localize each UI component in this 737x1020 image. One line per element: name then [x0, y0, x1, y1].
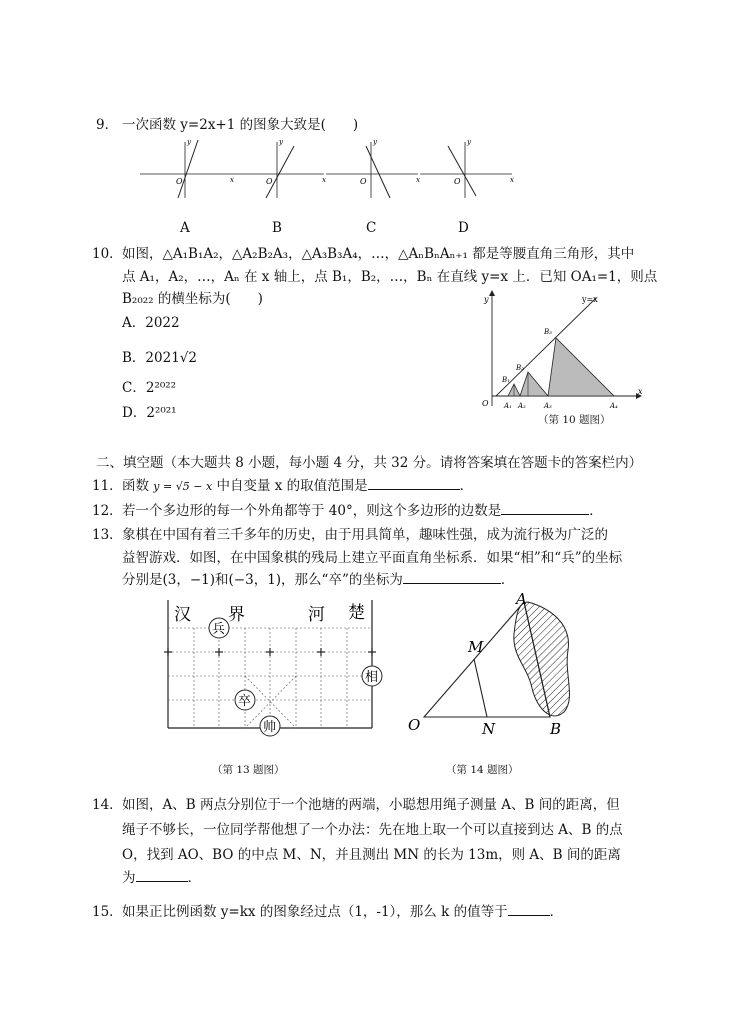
q14-line2: 绳子不够长，一位同学帮他想了一个办法：先在地上取一个可以直接到达 A、B 的点: [122, 822, 623, 838]
q12-number: 12．: [92, 503, 123, 519]
q10-fig-origin: O: [482, 399, 489, 408]
q9c-x-label: x: [416, 176, 420, 184]
q10-line1: 如图，△A₁B₁A₂，△A₂B₂A₃，△A₃B₃A₄，…，△AₙBₙAₙ₊₁ 都是等腰直角三角形，其中: [122, 246, 635, 262]
q14-figure-caption: （第 14 题图）: [446, 764, 519, 776]
q9-choice-c: C: [366, 220, 377, 236]
q14-end: ．: [187, 870, 201, 886]
q13-line2: 益智游戏．如图，在中国象棋的残局上建立平面直角坐标系．如果“相”和“兵”的坐标: [122, 550, 623, 566]
q9-choice-a: A: [180, 220, 190, 236]
q9-graph-d: [420, 138, 516, 198]
q9-number: 9．: [96, 117, 119, 133]
q14-label-n: N: [482, 720, 496, 738]
q10-fig-y-label: y: [484, 295, 489, 304]
q13-line3: 分别是(3，−1)和(−3，1)，那么“卒”的坐标为: [122, 572, 403, 588]
q9a-x-label: x: [230, 176, 234, 184]
q9a-y-label: y: [187, 138, 191, 146]
q10-fig-a4: A₄: [610, 402, 618, 410]
q11-end: ．: [459, 478, 474, 494]
q13-river-han: 汉: [174, 605, 191, 625]
q14-number: 14．: [92, 797, 123, 813]
q9-text: 一次函数 y=2x+1 的图象大致是( ): [122, 117, 359, 133]
q10-fig-b2: B₂: [516, 364, 524, 372]
q15-number: 15．: [92, 904, 123, 920]
q10-option-d-label: D．: [122, 405, 147, 421]
q13-river-jie: 界: [228, 605, 245, 625]
q14-line1: 如图，A、B 两点分别位于一个池塘的两端，小聪想用绳子测量 A、B 间的距离，但: [122, 797, 620, 813]
q13-end: ．: [500, 572, 515, 588]
q9b-y-label: y: [279, 138, 283, 146]
q9c-origin-label: O: [360, 177, 367, 186]
q12-text: 若一个多边形的每一个外角都等于 40°，则这个多边形的边数是: [122, 503, 502, 519]
q9d-x-label: x: [510, 176, 514, 184]
q14-answer-blank[interactable]: [136, 869, 188, 882]
q9-graph-b: [232, 138, 328, 198]
q10-option-a-value: 2022: [145, 315, 180, 331]
q13-line1: 象棋在中国有着三千多年的历史，由于用具简单，趣味性强，成为流行极为广泛的: [122, 527, 608, 543]
q14-label-o: O: [408, 716, 421, 734]
q11-formula: y = √5 − x: [153, 480, 213, 493]
q10-option-b-label: B．: [122, 350, 146, 366]
q9b-origin-label: O: [266, 177, 273, 186]
q13-piece-shuai: 帅: [263, 720, 277, 735]
q9b-x-label: x: [322, 176, 326, 184]
q13-river-he: 河: [308, 605, 325, 625]
q10-fig-x-label: x: [638, 387, 643, 396]
q13-figure: [162, 600, 382, 745]
q12-answer-blank[interactable]: [501, 502, 589, 515]
q14-line3: O，找到 AO、BO 的中点 M、N，并且测出 MN 的长为 13m，则 A、B 间的距离: [122, 847, 621, 863]
q14-figure: [400, 590, 600, 740]
q11-number: 11．: [92, 478, 123, 494]
q10-fig-b3: B₃: [544, 328, 552, 336]
q13-piece-bing: 兵: [212, 622, 226, 637]
q10-fig-line-label: y=x: [582, 295, 598, 304]
q10-option-c-value: 2²⁰²²: [145, 380, 177, 396]
q10-figure: [478, 290, 648, 410]
q12-end: ．: [589, 503, 603, 519]
q10-option-d-value: 2²⁰²¹: [146, 405, 177, 421]
section2-heading: 二、填空题（本大题共 8 小题，每小题 4 分，共 32 分。请将答案填在答题卡的答案栏内）: [96, 455, 643, 471]
q10-line3: B₂₀₂₂ 的横坐标为( ): [122, 291, 263, 307]
q13-river-chu: 楚: [348, 603, 365, 623]
q13-figure-caption: （第 13 题图）: [212, 764, 285, 776]
q11-text-after: 中自变量 x 的取值范围是: [212, 478, 368, 494]
q13-number: 13．: [92, 527, 123, 543]
q14-label-m: M: [468, 638, 484, 656]
q10-figure-caption: （第 10 题图）: [538, 414, 611, 426]
q13-piece-zu: 卒: [238, 694, 252, 709]
q14-line4: 为: [122, 870, 136, 886]
q10-option-a-label: A．: [122, 315, 146, 331]
q10-number: 10．: [92, 246, 123, 262]
q15-end: ．: [549, 904, 564, 920]
q15-answer-blank[interactable]: [508, 903, 550, 916]
q9-graph-a: [140, 138, 236, 198]
q10-option-c-label: C．: [122, 380, 146, 396]
q13-piece-xiang: 相: [365, 670, 379, 685]
q11-answer-blank[interactable]: [368, 477, 460, 490]
q9a-origin-label: O: [176, 177, 183, 186]
q10-option-b-value: 2021√2: [145, 350, 197, 366]
q10-fig-a2: A₂: [518, 402, 526, 410]
q9c-y-label: y: [373, 138, 377, 146]
q10-fig-a3: A₃: [544, 402, 552, 410]
q14-label-b: B: [550, 720, 562, 738]
q13-answer-blank[interactable]: [403, 571, 501, 584]
q9-choice-d: D: [458, 220, 469, 236]
q9-graph-c: [326, 138, 422, 198]
q14-label-a: A: [516, 590, 527, 608]
q15-text: 如果正比例函数 y=kx 的图象经过点（1，-1），那么 k 的值等于: [122, 904, 508, 920]
q9-choice-b: B: [272, 220, 282, 236]
q11-text-before: 函数: [122, 478, 154, 494]
q10-fig-a1: A₁: [504, 402, 512, 410]
q10-fig-b1: B₁: [502, 376, 510, 384]
q9d-y-label: y: [467, 138, 471, 146]
q10-line2: 点 A₁，A₂，…，Aₙ 在 x 轴上，点 B₁，B₂，…，Bₙ 在直线 y=x 上．已知 OA₁=1，则点: [122, 269, 658, 285]
q9d-origin-label: O: [454, 177, 461, 186]
